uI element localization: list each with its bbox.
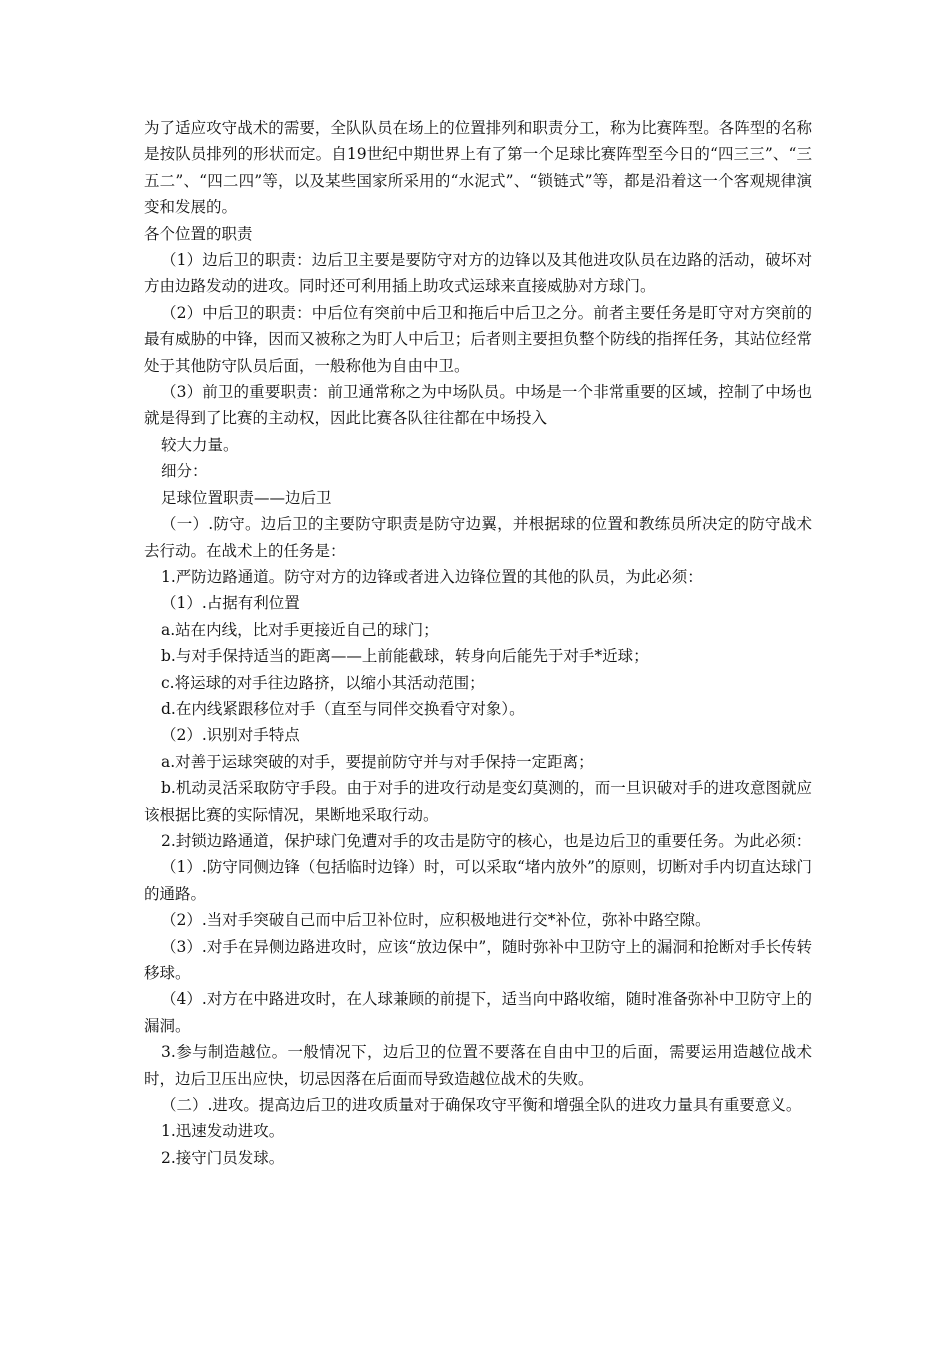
paragraph: 3.参与制造越位。一般情况下，边后卫的位置不要落在自由中卫的后面，需要运用造越位战术时，边后卫压出应快，切忌因落在后面而导致造越位战术的失败。 — [144, 1043, 812, 1088]
list-item: 2.接守门员发球。 — [161, 1148, 285, 1167]
paragraph: （3）.对手在异侧边路进攻时，应该“放边保中”，随时弥补中卫防守上的漏洞和抢断对手长传转移球。 — [144, 937, 812, 982]
paragraph: （4）.对方在中路进攻时，在人球兼顾的前提下，适当向中路收缩，随时准备弥补中卫防守上的漏洞。 — [144, 990, 812, 1035]
section-heading: 各个位置的职责 — [144, 224, 253, 243]
list-item: b.与对手保持适当的距离——上前能截球，转身向后能先于对手*近球； — [161, 647, 649, 666]
intro-paragraph: 为了适应攻守战术的需要，全队队员在场上的位置排列和职责分工，称为比赛阵型。各阵型的名称是按队员排列的形状而定。自19世纪中期世界上有了第一个足球比赛阵型至今日的“四三三”、“三五二”、“四二四”等，以及某些国家所采用的“水泥式”、“锁链式”等，都是沿着这一个客观规律演变和发展的。 — [144, 119, 812, 217]
list-item: b.机动灵活采取防守手段。由于对手的进攻行动是变幻莫测的，而一旦识破对手的进攻意图就应该根据比赛的实际情况，果断地采取行动。 — [144, 779, 812, 824]
list-item: d.在内线紧跟移位对手（直至与同伴交换看守对象）。 — [161, 699, 525, 718]
paragraph: （3）前卫的重要职责：前卫通常称之为中场队员。中场是一个非常重要的区域，控制了中场也就是得到了比赛的主动权，因此比赛各队往往都在中场投入 — [144, 383, 812, 428]
list-item: a.站在内线，比对手更接近自己的球门； — [161, 620, 439, 639]
list-item: a.对善于运球突破的对手，要提前防守并与对手保持一定距离； — [161, 752, 594, 771]
paragraph: （2）中后卫的职责：中后位有突前中后卫和拖后中后卫之分。前者主要任务是盯守对方突前的最有威胁的中锋，因而又被称之为盯人中后卫；后者则主要担负整个防线的指挥任务，其站位经常处于其他防守队员后面，一般称他为自由中卫。 — [144, 303, 812, 375]
paragraph: （1）.占据有利位置 — [161, 594, 300, 613]
paragraph: （1）边后卫的职责：边后卫主要是要防守对方的边锋以及其他进攻队员在边路的活动，破坏对方由边路发动的进攻。同时还可利用插上助攻式运球来直接威胁对方球门。 — [144, 251, 812, 296]
paragraph: （2）.识别对手特点 — [161, 726, 300, 745]
list-item: c.将运球的对手往边路挤，以缩小其活动范围； — [161, 673, 485, 692]
paragraph: 细分： — [161, 462, 208, 481]
paragraph: 较大力量。 — [161, 435, 239, 454]
paragraph: （1）.防守同侧边锋（包括临时边锋）时，可以采取“堵内放外”的原则，切断对手内切直达球门的通路。 — [144, 858, 812, 903]
paragraph: 1.严防边路通道。防守对方的边锋或者进入边锋位置的其他的队员，为此必须： — [161, 567, 703, 586]
paragraph: 2.封锁边路通道，保护球门免遭对手的攻击是防守的核心，也是边后卫的重要任务。为此必须： — [161, 831, 812, 850]
document-body — [144, 115, 812, 1171]
subsection-heading: 足球位置职责——边后卫 — [161, 488, 332, 507]
paragraph: （二）.进攻。提高边后卫的进攻质量对于确保攻守平衡和增强全队的进攻力量具有重要意义。 — [161, 1096, 802, 1115]
paragraph: （一）.防守。边后卫的主要防守职责是防守边翼，并根据球的位置和教练员所决定的防守战术去行动。在战术上的任务是： — [144, 515, 812, 560]
list-item: 1.迅速发动进攻。 — [161, 1122, 285, 1141]
paragraph: （2）.当对手突破自己而中后卫补位时，应积极地进行交*补位，弥补中路空隙。 — [161, 911, 711, 930]
